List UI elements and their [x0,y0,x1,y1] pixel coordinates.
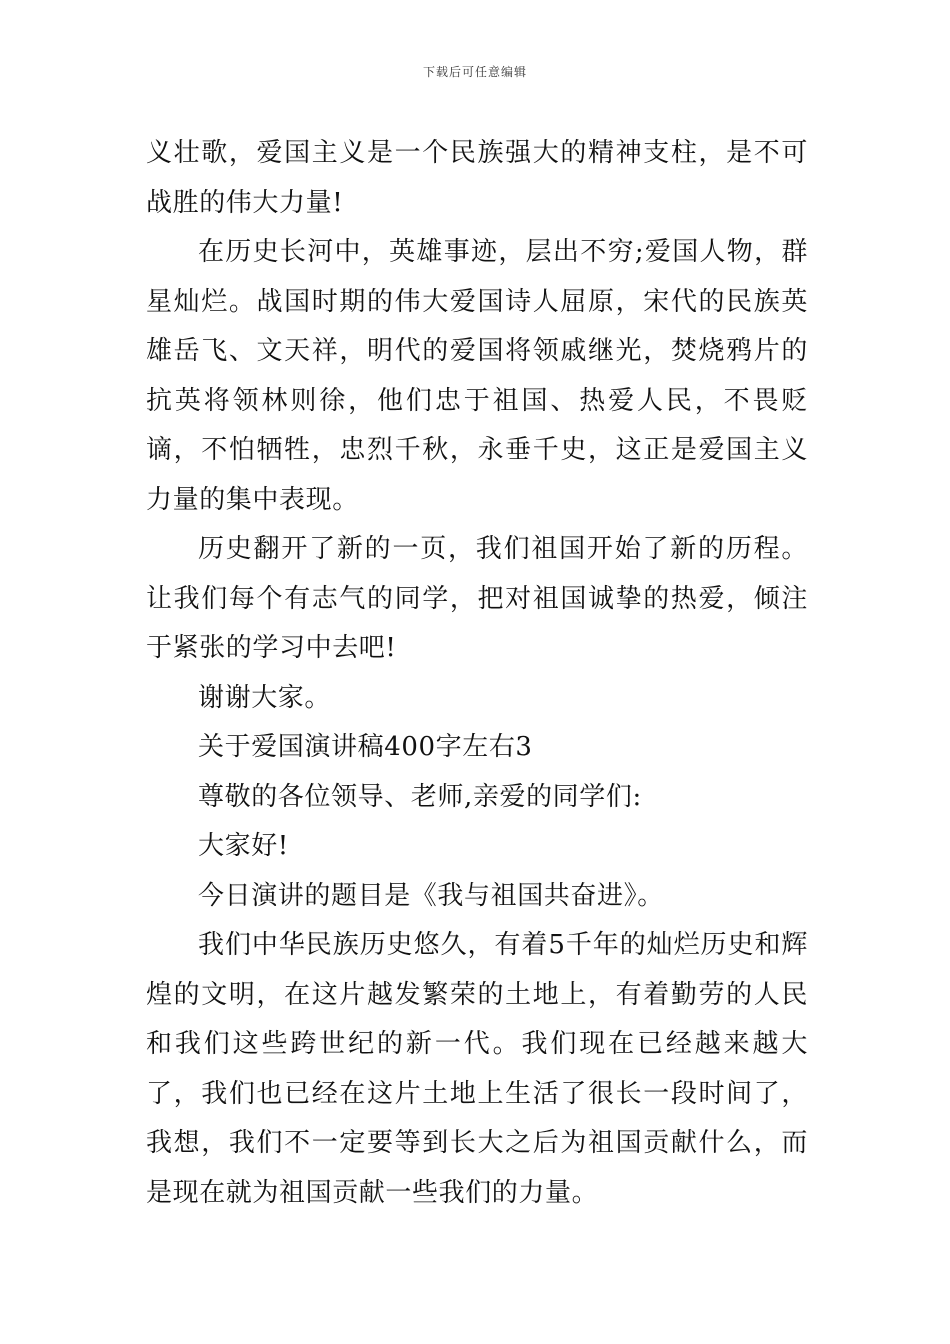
document-body [146,129,808,1218]
page-header: 下载后可任意编辑 [422,65,527,79]
paragraph-continuation: 义壮歌，爱国主义是一个民族强大的精神支柱，是不可战胜的伟大力量! [146,138,808,218]
paragraph-thanks: 谢谢大家。 [198,682,332,713]
salutation: 尊敬的各位领导、老师,亲爱的同学们: [198,781,642,812]
speech-topic: 今日演讲的题目是《我与祖国共奋进》。 [198,880,664,911]
section-title: 关于爱国演讲稿400字左右3 [198,732,533,762]
paragraph-historical-heroes: 在历史长河中，英雄事迹，层出不穷;爱国人物，群星灿烂。战国时期的伟大爱国诗人屈原，宋代的民族英雄岳飞、文天祥，明代的爱国将领戚继光，焚烧鸦片的抗英将领林则徐，他们忠于祖国、热爱人民，不畏贬谪，不怕牺牲，忠烈千秋，永垂千史，这正是爱国主义力量的集中表现。 [146,237,808,515]
paragraph-new-page: 历史翻开了新的一页，我们祖国开始了新的历程。让我们每个有志气的同学，把对祖国诚挚的热爱，倾注于紧张的学习中去吧! [146,534,808,663]
greeting: 大家好! [198,831,289,861]
paragraph-chinese-history: 我们中华民族历史悠久，有着5千年的灿烂历史和辉煌的文明，在这片越发繁荣的土地上，有着勤劳的人民和我们这些跨世纪的新一代。我们现在已经越来越大了，我们也已经在这片土地上生活了很长一段时间了，我想，我们不一定要等到长大之后为祖国贡献什么，而是现在就为祖国贡献一些我们的力量。 [146,930,808,1208]
